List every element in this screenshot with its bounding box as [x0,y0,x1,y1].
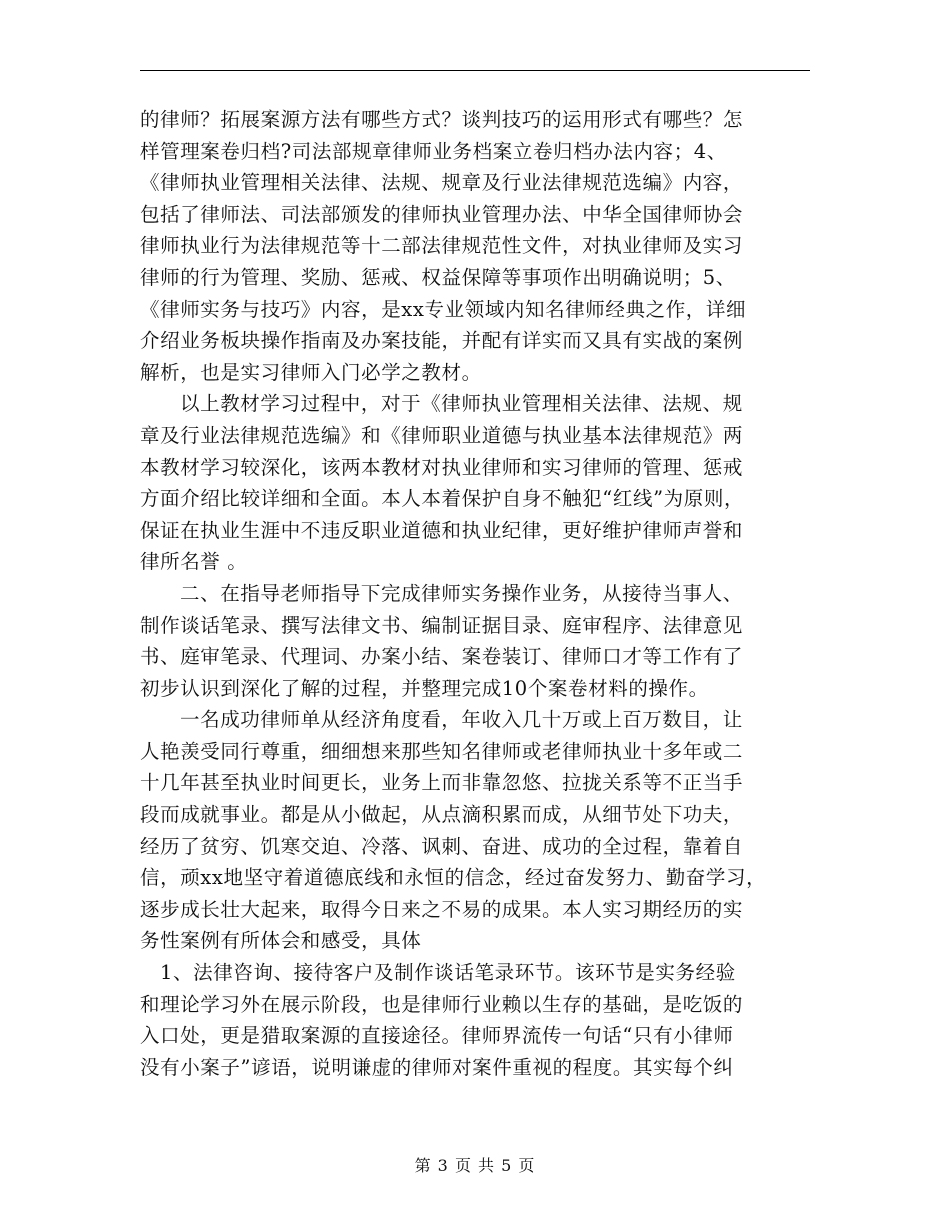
text-line: 介绍业务板块操作指南及办案技能，并配有详实而又具有实战的案例 [140,329,744,353]
paragraph-first-line: 以上教材学习过程中，对于《律师执业管理相关法律、法规、规 [180,392,743,416]
text-line: 本教材学习较深化，该两本教材对执业律师和实习律师的管理、惩戒 [140,455,744,479]
header-rule [140,70,810,71]
text-line: 逐步成长壮大起来，取得今日来之不易的成果。本人实习期经历的实 [140,897,744,921]
paragraph-first-line: 一名成功律师单从经济角度看，年收入几十万或上百万数目，让 [180,708,743,732]
text-line: 保证在执业生涯中不违反职业道德和执业纪律，更好维护律师声誉和 [140,518,744,542]
text-line: 信，顽xx地坚守着道德底线和永恒的信念，经过奋发努力、勤奋学习， [140,866,767,890]
text-line: 包括了律师法、司法部颁发的律师执业管理办法、中华全国律师协会 [140,202,744,226]
paragraph-first-line: 二、在指导老师指导下完成律师实务操作业务，从接待当事人、 [180,581,743,605]
paragraph-first-line: 1、法律咨询、接待客户及制作谈话笔录环节。该环节是实务经验 [160,961,736,985]
text-line: 初步认识到深化了解的过程，并整理完成10个案卷材料的操作。 [140,676,709,700]
text-line: 《律师实务与技巧》内容，是xx专业领域内知名律师经典之作，详细 [140,297,747,321]
text-line: 律所名誉 。 [140,550,248,574]
body-text [140,104,812,1083]
page-number: 第 3 页 共 5 页 [414,1156,536,1175]
text-line: 的律师？拓展案源方法有哪些方式？谈判技巧的运用形式有哪些？怎 [140,108,744,131]
text-line: 律师执业行为法律规范等十二部法律规范性文件，对执业律师及实习 [140,234,744,258]
text-line: 十几年甚至执业时间更长，业务上而非靠忽悠、拉拢关系等不正当手 [140,771,744,795]
text-line: 样管理案卷归档?司法部规章律师业务档案立卷归档办法内容；4、 [140,139,727,163]
text-line: 《律师执业管理相关法律、法规、规章及行业法律规范选编》内容， [140,171,744,195]
text-line: 制作谈话笔录、撰写法律文书、编制证据目录、庭审程序、法律意见 [140,613,744,637]
text-line: 务性案例有所体会和感受，具体 [140,929,422,953]
text-line: 方面介绍比较详细和全面。本人本着保护自身不触犯“红线”为原则， [140,487,745,511]
text-line: 段而成就事业。都是从小做起，从点滴积累而成，从细节处下功夫， [140,803,744,827]
text-line: 没有小案子”谚语，说明谦虚的律师对案件重视的程度。其实每个纠 [140,1055,734,1079]
text-line: 章及行业法律规范选编》和《律师职业道德与执业基本法律规范》两 [140,423,744,447]
text-line: 人艳羡受同行尊重，细细想来那些知名律师或老律师执业十多年或二 [140,739,744,763]
text-line: 书、庭审笔录、代理词、办案小结、案卷装订、律师口才等工作有了 [140,645,744,669]
text-line: 入口处，更是猎取案源的直接途径。律师界流传一句话“只有小律师 [140,1024,734,1048]
text-line: 解析，也是实习律师入门必学之教材。 [140,360,482,384]
text-line: 经历了贫穷、饥寒交迫、冷落、讽刺、奋进、成功的全过程，靠着自 [140,834,744,858]
text-line: 和理论学习外在展示阶段，也是律师行业赖以生存的基础，是吃饭的 [140,992,744,1016]
text-line: 律师的行为管理、奖励、惩戒、权益保障等事项作出明确说明；5、 [140,265,736,289]
